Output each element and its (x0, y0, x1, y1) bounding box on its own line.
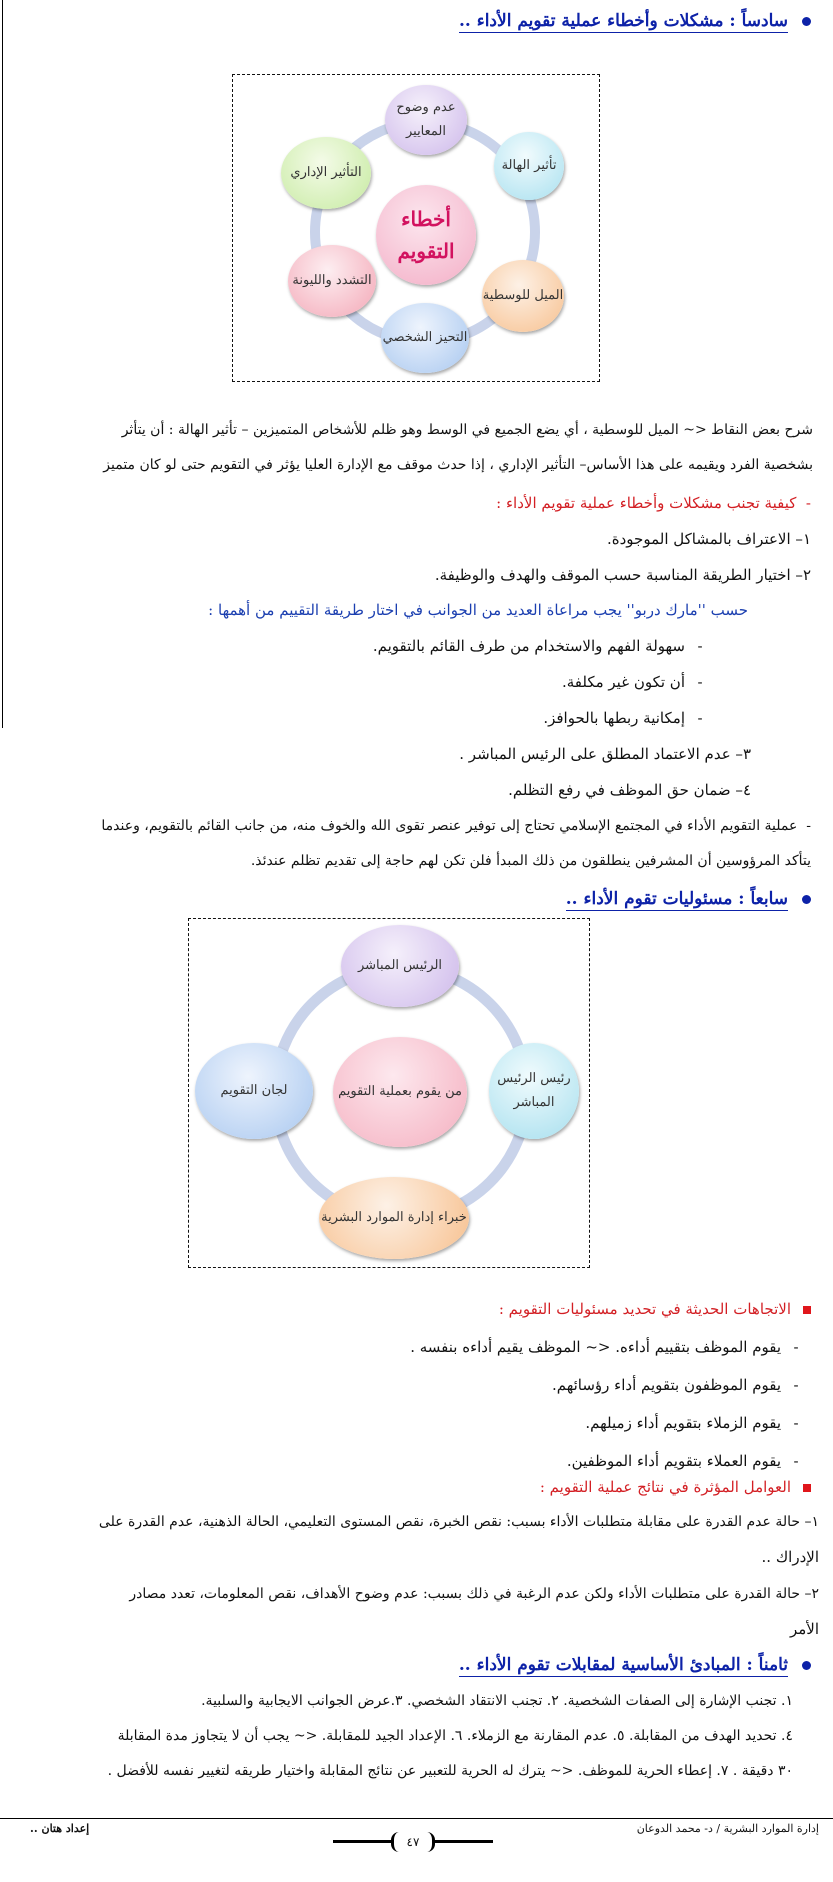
ornament-right-bar-icon (435, 1840, 493, 1843)
page-number: ٤٧ (391, 1832, 435, 1852)
avoid-item-1: ١– الاعتراف بالمشاكل الموجودة. (607, 530, 811, 548)
red-square-bullet-icon (803, 1484, 811, 1492)
diagram1-node-halo: تأثير الهالة (494, 132, 564, 200)
footer-course: إدارة الموارد البشرية / د- محمد الدوعان (636, 1822, 819, 1835)
bullet-dot-icon (802, 17, 811, 26)
principles-line-3: ٣٠ دقيقة . ٧. إعطاء الحرية للموظف. <~ يترك له الحرية للتعبير عن نتائج المقابلة واختيار طريقه لتغيير نفسه للأفضل . (107, 1763, 793, 1779)
diagram1-center: أخطاء التقويم (376, 185, 476, 285)
left-border-line (2, 0, 3, 728)
sub-item-2: -أن تكون غير مكلفة. (561, 673, 703, 691)
diagram1-node-central: الميل للوسطية (482, 260, 564, 332)
trend-item-2: -يقوم الموظفون بتقويم أداء رؤسائهم. (551, 1376, 799, 1394)
factor-1-line-2: الإدراك .. (761, 1548, 819, 1566)
section6-heading: سادساً : مشكلات وأخطاء عملية تقويم الأداء .. (14, 4, 811, 38)
ornament-left-bar-icon (333, 1840, 391, 1843)
diagram2-node-hr-experts: خبراء إدارة الموارد البشرية (319, 1177, 469, 1259)
avoid-item-3: ٣– عدم الاعتماد المطلق على الرئيس المباشر . (459, 745, 751, 763)
bullet-dot-icon (802, 1661, 811, 1670)
red-square-bullet-icon (803, 1306, 811, 1314)
explain-line-2: بشخصية الفرد ويقيمه على هذا الأساس– التأثير الإداري ، إذا حدث موقف مع الإدارة العليا يؤثر في التقويم حتى لو كان متميز (103, 457, 813, 473)
diagram2-node-boss-of-boss: رئيس الرئيس المباشر (489, 1043, 579, 1139)
section7-heading: سابعاً : مسئوليات تقوم الأداء .. (14, 882, 811, 916)
responsibility-diagram (188, 918, 590, 1268)
factor-1-line-1: ١– حالة عدم القدرة على مقابلة متطلبات الأداء بسبب: نقص الخبرة، نقص المستوى التعليمي، الحالة الذهنية، عدم القدرة على (98, 1514, 819, 1530)
avoid-heading: - كيفية تجنب مشكلات وأخطاء عملية تقويم الأداء : (496, 494, 811, 512)
page-number-ornament (333, 1832, 493, 1852)
mark-note: حسب ''مارك دربو'' يجب مراعاة العديد من الجوانب في اختار طريقة التقييم من أهمها : (208, 601, 748, 619)
sub-item-3: -إمكانية ربطها بالحوافز. (543, 709, 703, 727)
explain-line-1: شرح بعض النقاط <~ الميل للوسطية ، أي يضع الجميع في الوسط وهو ظلم للأشخاص المتميزين – تأثير الهالة : أن يتأثر (121, 422, 813, 438)
bullet-dot-icon (802, 895, 811, 904)
footer-rule (0, 1818, 833, 1819)
trend-item-4: -يقوم العملاء بتقويم أداء الموظفين. (566, 1452, 799, 1470)
diagram1-node-bias: التحيز الشخصي (381, 303, 469, 373)
diagram1-node-admin: التأثير الإداري (281, 137, 371, 209)
islam-line-1: - عملية التقويم الأداء في المجتمع الإسلامي تحتاج إلى توفير عنصر تقوى الله والخوف منه، من جانب القائم بالتقويم، وعندما (101, 818, 811, 834)
islam-line-2: يتأكد المرؤوسين أن المشرفين ينطلقون من ذلك المبدأ فلن تكن لهم حاجة إلى تقديم تظلم عندئذ. (250, 853, 811, 869)
factors-heading: العوامل المؤثرة في نتائج عملية التقويم : (14, 1470, 811, 1504)
errors-diagram (232, 74, 600, 382)
sub-item-1: -سهولة الفهم والاستخدام من طرف القائم بالتقويم. (372, 637, 703, 655)
trends-heading: الاتجاهات الحديثة في تحديد مسئوليات التقويم : (14, 1292, 811, 1326)
factor-2-line-1: ٢– حالة القدرة على متطلبات الأداء ولكن عدم الرغبة في ذلك بسبب: عدم وضوح الأهداف، نقص المعلومات، تعدد مصادر (129, 1586, 819, 1602)
avoid-item-2: ٢– اختيار الطريقة المناسبة حسب الموقف والهدف والوظيفة. (434, 566, 811, 584)
avoid-item-4: ٤– ضمان حق الموظف في رفع التظلم. (508, 781, 751, 799)
factor-2-line-2: الأمر (789, 1620, 819, 1638)
section8-heading: ثامناً : المبادئ الأساسية لمقابلات تقوم الأداء .. (14, 1648, 811, 1682)
diagram2-node-direct-boss: الرئيس المباشر (341, 925, 459, 1007)
principles-line-2: ٤. تحديد الهدف من المقابلة. ٥. عدم المقارنة مع الزملاء. ٦. الإعداد الجيد للمقابلة. <~ يجب أن لا يتجاوز مدة المقابلة (117, 1728, 793, 1744)
principles-line-1: ١. تجنب الإشارة إلى الصفات الشخصية. ٢. تجنب الانتقاد الشخصي. ٣.عرض الجوانب الايجابية والسلبية. (201, 1693, 793, 1709)
diagram1-node-criteria: عدم وضوح المعايير (385, 85, 467, 155)
trend-item-1: -يقوم الموظف بتقييم أداءه. <~ الموظف يقيم أداءه بنفسه . (410, 1338, 799, 1356)
trend-item-3: -يقوم الزملاء بتقويم أداء زميلهم. (585, 1414, 799, 1432)
diagram1-node-strict: التشدد والليونة (288, 245, 376, 317)
diagram2-node-committees: لجان التقويم (195, 1043, 313, 1139)
footer-prepared-by: إعداد هتان .. (30, 1822, 90, 1835)
diagram2-center: من يقوم بعملية التقويم (333, 1037, 467, 1147)
